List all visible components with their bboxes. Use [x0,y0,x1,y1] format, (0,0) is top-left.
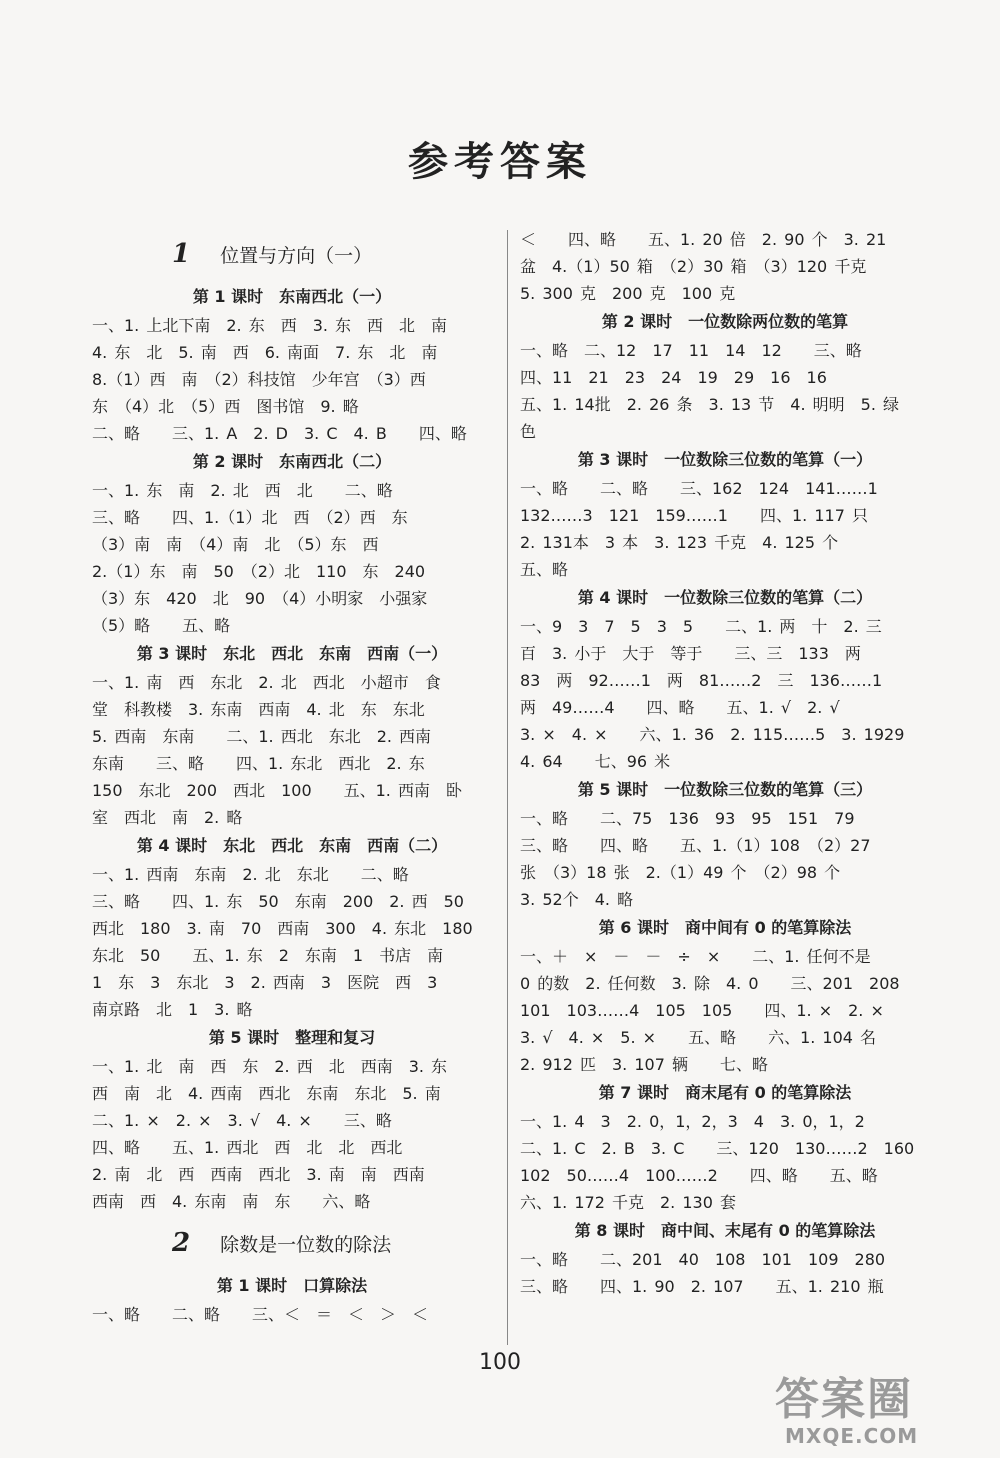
answer-line: 堂 科教楼 3. 东南 西南 4. 北 东 东北 [92,700,425,719]
lesson-heading: 第 7 课时 商末尾有 0 的笔算除法 [598,1083,852,1102]
lesson-heading: 第 1 课时 东南西北（一） [192,287,392,306]
answer-line: 二、略 三、1. A 2. D 3. C 4. B 四、略 [92,424,467,443]
answer-line: 东 （4）北 （5）西 图书馆 9. 略 [92,397,359,416]
answer-line: 二、1. C 2. B 3. C 三、120 130……2 160 [520,1139,915,1158]
answer-line: 室 西北 南 2. 略 [92,808,243,827]
answer-line: 101 103……4 105 105 四、1. × 2. × [520,1001,884,1020]
answer-line: 102 50……4 100……2 四、略 五、略 [520,1166,878,1185]
answer-line: 一、略 二、201 40 108 101 109 280 [520,1250,886,1269]
right-column [520,226,930,1300]
answer-line: 8.（1）西 南 （2）科技馆 少年宫 （3）西 [92,370,426,389]
page-number: 100 [479,1350,521,1375]
answer-line: 张 （3）18 张 2.（1）49 个 （2）98 个 [520,863,841,882]
answer-line: 一、1. 4 3 2. 0，1，2，3 4 3. 0，1，2 [520,1112,865,1131]
unit-title: 除数是一位数的除法 [220,1234,392,1256]
answer-line: （3）南 南 （4）南 北 （5）东 西 [92,535,379,554]
answer-line: 一、略 二、略 三、＜ ＝ ＜ ＞ ＜ [92,1305,429,1324]
answer-line: 西北 180 3. 南 70 西南 300 4. 东北 180 [92,919,473,938]
answer-line: 132……3 121 159……1 四、1. 117 只 [520,506,868,525]
watermark-top-text: 答案圈 [775,1374,913,1425]
answer-line: 四、11 21 23 24 19 29 16 16 [520,368,827,387]
left-column [92,226,492,1328]
lesson-heading: 第 6 课时 商中间有 0 的笔算除法 [598,918,852,937]
unit-number: 2 [172,1228,191,1258]
unit-title: 位置与方向（一） [220,245,373,267]
answer-line: 三、略 四、1. 90 2. 107 五、1. 210 瓶 [520,1277,884,1296]
answer-line: 东南 三、略 四、1. 东北 西北 2. 东 [92,754,425,773]
answer-line: 一、1. 上北下南 2. 东 西 3. 东 西 北 南 [92,316,448,335]
answer-line: 2. 912 匹 3. 107 辆 七、略 [520,1055,768,1074]
answer-line: 六、1. 172 千克 2. 130 套 [520,1193,736,1212]
unit-heading [92,226,492,282]
answer-line: 一、1. 北 南 西 东 2. 西 北 西南 3. 东 [92,1057,448,1076]
answer-line: 0 的数 2. 任何数 3. 除 4. 0 三、201 208 [520,974,900,993]
answer-line: 西南 西 4. 东南 南 东 六、略 [92,1192,371,1211]
answer-line: 三、略 四、1. 东 50 东南 200 2. 西 50 [92,892,464,911]
lesson-heading: 第 2 课时 一位数除两位数的笔算 [601,312,849,331]
answer-line: 盆 4.（1）50 箱 （2）30 箱 （3）120 千克 [520,257,867,276]
answer-line: 色 [520,422,537,441]
answer-line: 一、1. 西南 东南 2. 北 东北 二、略 [92,865,409,884]
answer-line: （5）略 五、略 [92,616,231,635]
unit-heading [92,1215,492,1271]
answer-line: 南京路 北 1 3. 略 [92,1000,253,1019]
lesson-heading: 第 8 课时 商中间、末尾有 0 的笔算除法 [574,1221,876,1240]
answer-line: 一、略 二、略 三、162 124 141……1 [520,479,878,498]
answer-line: 东北 50 五、1. 东 2 东南 1 书店 南 [92,946,444,965]
watermark-bottom-text: MXQE.COM [785,1424,919,1448]
answer-line: 3. 52个 4. 略 [520,890,634,909]
answer-line: 一、＋ × － － ÷ × 二、1. 任何不是 [520,947,871,966]
answer-line: 1 东 3 东北 3 2. 西南 3 医院 西 3 [92,973,438,992]
answer-line: 150 东北 200 西北 100 五、1. 西南 卧 [92,781,462,800]
answer-line: 4. 东 北 5. 南 西 6. 南面 7. 东 北 南 [92,343,438,362]
lesson-heading: 第 2 课时 东南西北（二） [192,452,392,471]
answer-line: 一、略 二、12 17 11 14 12 三、略 [520,341,862,360]
answer-line: 百 3. 小于 大于 等于 三、三 133 两 [520,644,861,663]
answer-line: 三、略 四、略 五、1.（1）108 （2）27 [520,836,871,855]
answer-line: 一、1. 东 南 2. 北 西 北 二、略 [92,481,393,500]
answer-line: 五、1. 14批 2. 26 条 3. 13 节 4. 明明 5. 绿 [520,395,900,414]
answer-line: 五、略 [520,560,569,579]
answer-line: 2.（1）东 南 50 （2）北 110 东 240 [92,562,426,581]
answer-line: 5. 西南 东南 二、1. 西北 东北 2. 西南 [92,727,432,746]
page-title: 参考答案 [408,138,592,185]
answer-line: 一、1. 南 西 东北 2. 北 西北 小超市 食 [92,673,441,692]
answer-line: （3）东 420 北 90 （4）小明家 小强家 [92,589,428,608]
column-divider [507,230,508,1345]
answer-line: 四、略 五、1. 西北 西 北 北 西北 [92,1138,403,1157]
lesson-heading: 第 5 课时 整理和复习 [208,1028,376,1047]
lesson-heading: 第 3 课时 东北 西北 东南 西南（一） [136,644,448,663]
unit-number: 1 [172,239,191,269]
lesson-heading: 第 4 课时 一位数除三位数的笔算（二） [577,588,873,607]
answer-line: 5. 300 克 200 克 100 克 [520,284,736,303]
watermark-logo [775,1375,995,1455]
answer-line: 西 南 北 4. 西南 西北 东南 东北 5. 南 [92,1084,441,1103]
answer-line: 4. 64 七、96 米 [520,752,671,771]
answer-line: 二、1. × 2. × 3. √ 4. × 三、略 [92,1111,392,1130]
answer-line: 2. 南 北 西 西南 西北 3. 南 南 西南 [92,1165,425,1184]
answer-line: 两 49……4 四、略 五、1. √ 2. √ [520,698,840,717]
answer-line: 83 两 92……1 两 81……2 三 136……1 [520,671,883,690]
answer-line: 3. √ 4. × 5. × 五、略 六、1. 104 名 [520,1028,877,1047]
lesson-heading: 第 1 课时 口算除法 [216,1276,368,1295]
lesson-heading: 第 4 课时 东北 西北 东南 西南（二） [136,836,448,855]
answer-line: 3. × 4. × 六、1. 36 2. 115……5 3. 1929 [520,725,905,744]
answer-line: 一、9 3 7 5 3 5 二、1. 两 十 2. 三 [520,617,882,636]
answer-line: 一、略 二、75 136 93 95 151 79 [520,809,855,828]
answer-line: 三、略 四、1.（1）北 西 （2）西 东 [92,508,408,527]
answer-line: ＜ 四、略 五、1. 20 倍 2. 90 个 3. 21 [520,230,887,249]
answer-line: 2. 131本 3 本 3. 123 千克 4. 125 个 [520,533,839,552]
lesson-heading: 第 5 课时 一位数除三位数的笔算（三） [577,780,873,799]
lesson-heading: 第 3 课时 一位数除三位数的笔算（一） [577,450,873,469]
